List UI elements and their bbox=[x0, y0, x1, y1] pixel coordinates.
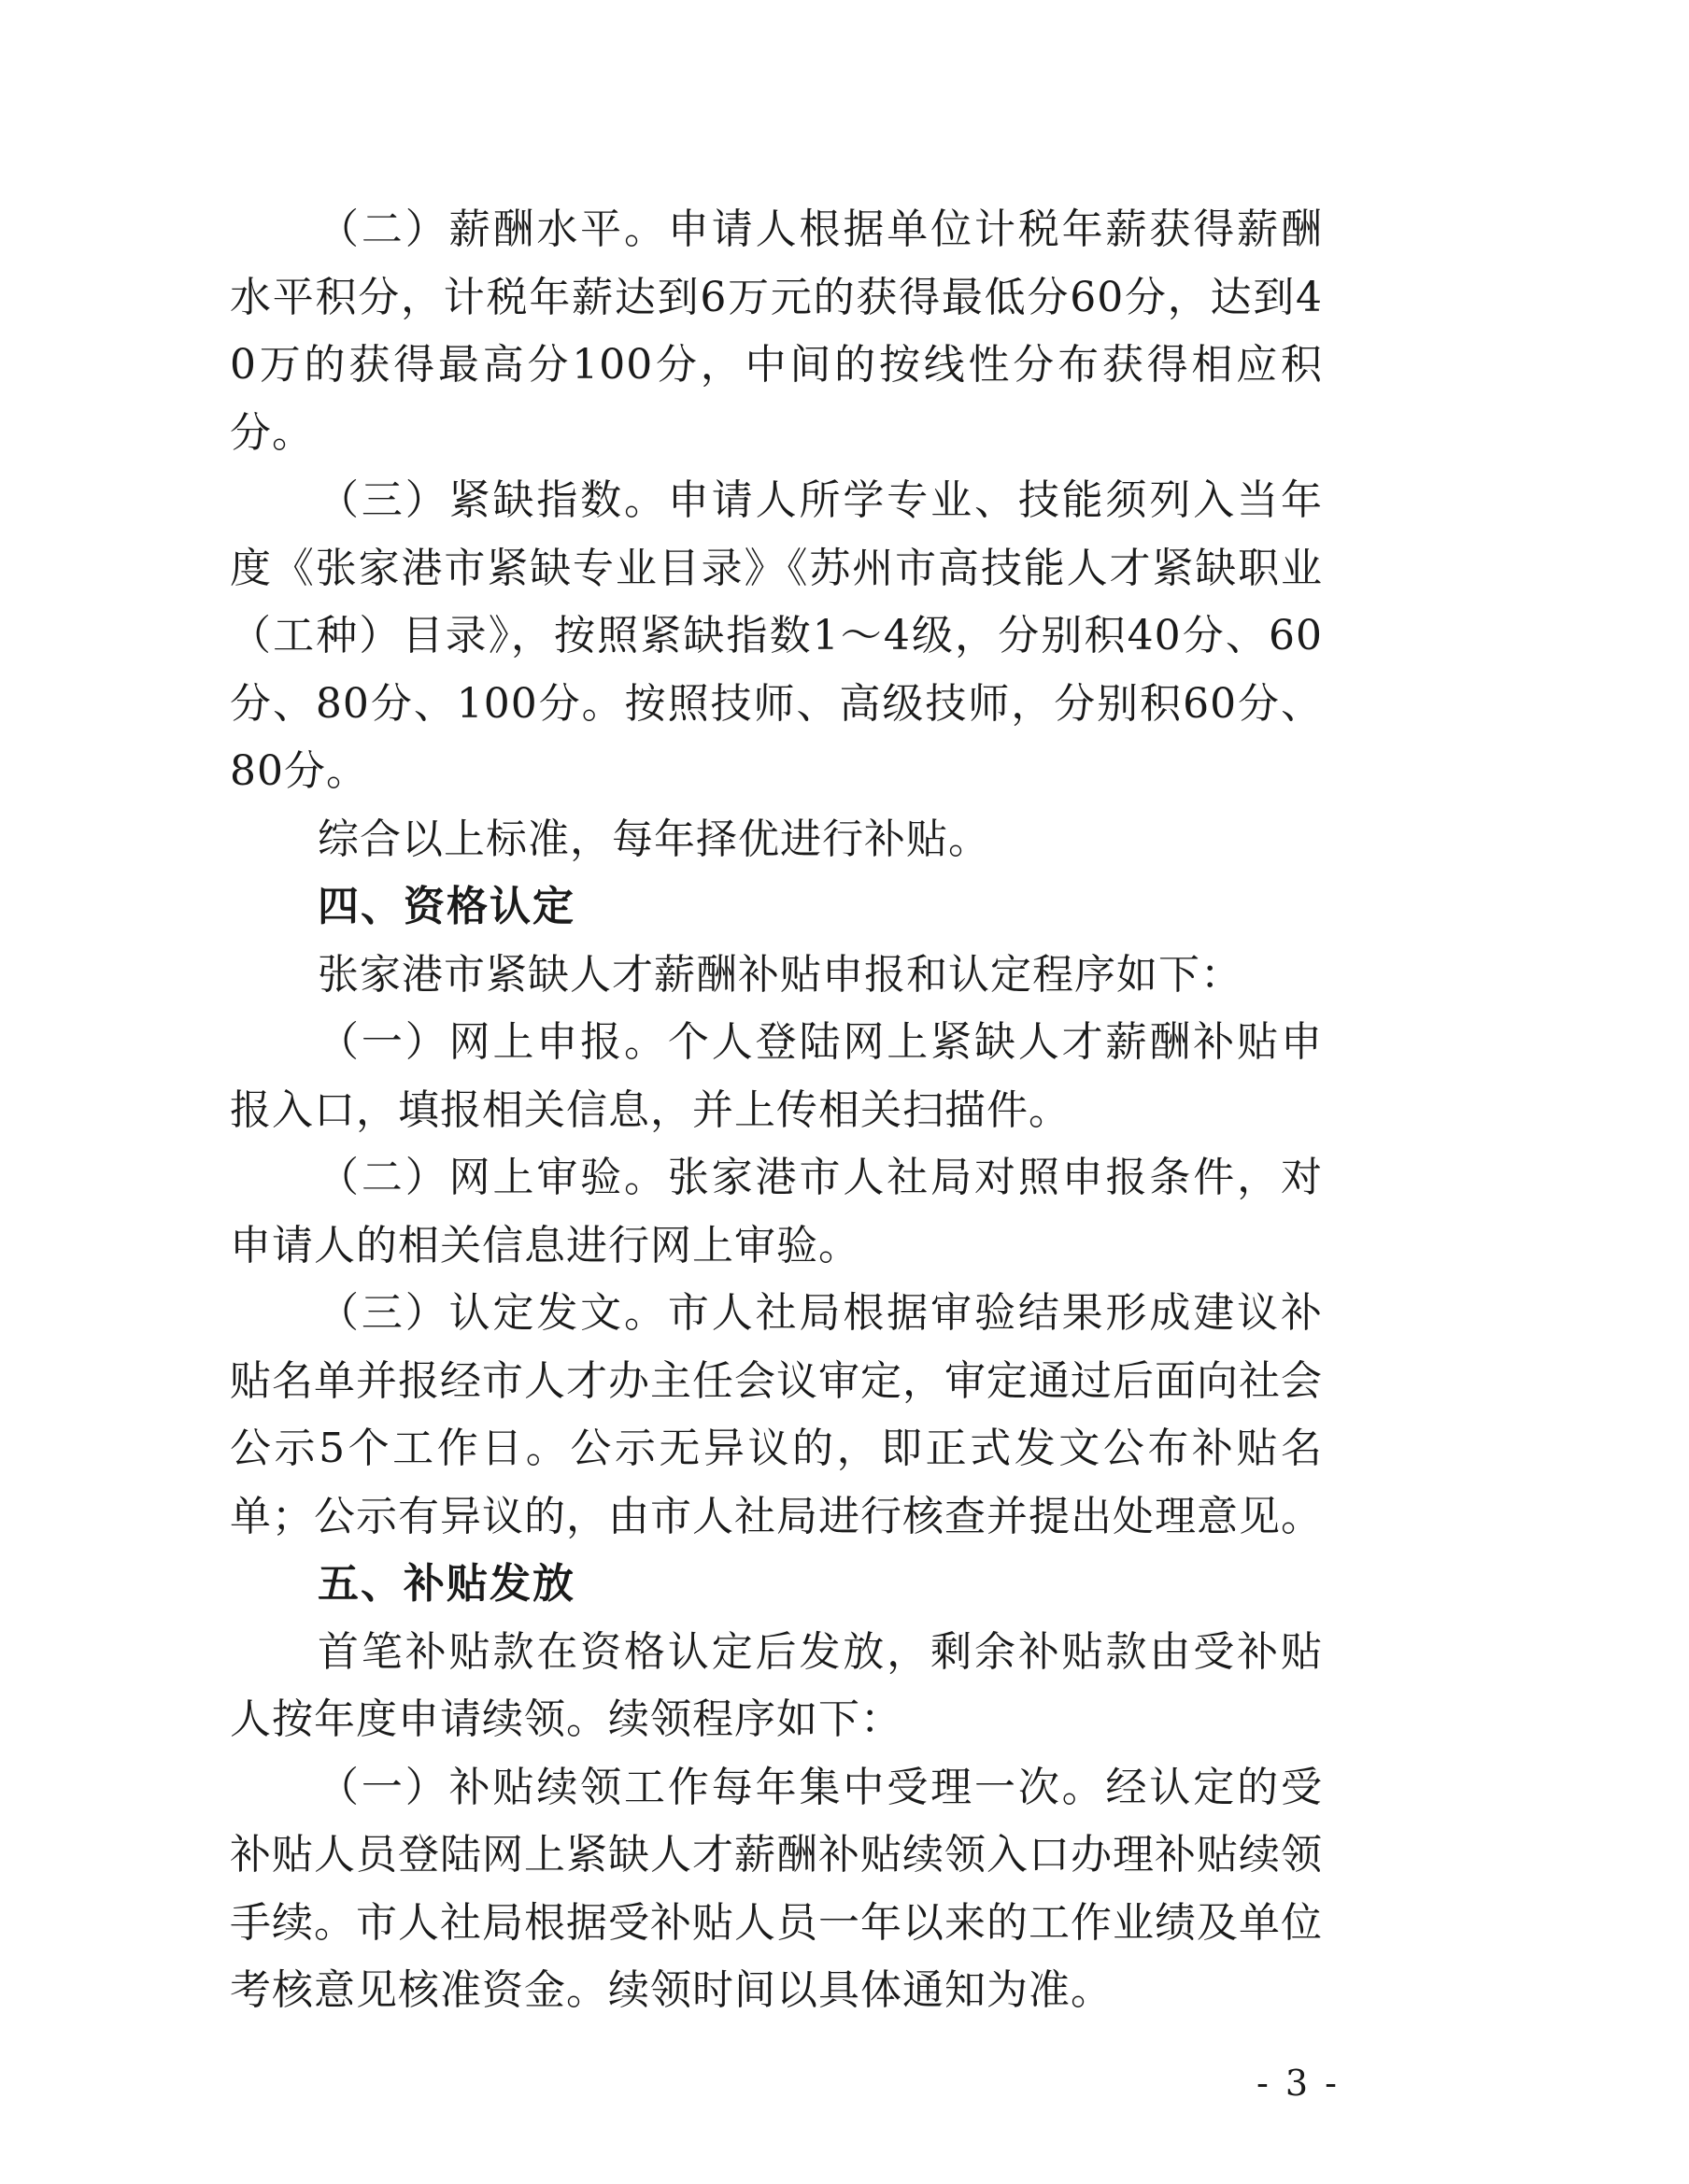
paragraph-online-review: （二）网上审验。张家港市人社局对照申报条件，对申请人的相关信息进行网上审验。 bbox=[230, 1154, 1323, 1269]
paragraph-renewal: （一）补贴续领工作每年集中受理一次。经认定的受补贴人员登陆网上紧缺人才薪酬补贴续领入口办理补贴续领手续。市人社局根据受补贴人员一年以来的工作业绩及单位考核意见核准资金。续领时间以具体通知为准。 bbox=[230, 1763, 1323, 2014]
paragraph-procedure-intro: 张家港市紧缺人才薪酬补贴申报和认定程序如下： bbox=[318, 950, 1242, 999]
section-heading-disbursement: 五、补贴发放 bbox=[318, 1560, 575, 1608]
paragraph-disbursement-intro: 首笔补贴款在资格认定后发放，剩余补贴款由受补贴人按年度申请续领。续领程序如下： bbox=[230, 1627, 1323, 1743]
paragraph-summary: 综合以上标准，每年择优进行补贴。 bbox=[318, 815, 990, 863]
paragraph-online-application: （一）网上申报。个人登陆网上紧缺人才薪酬补贴申报入口，填报相关信息，并上传相关扫描件。 bbox=[230, 1018, 1323, 1134]
paragraph-certification: （三）认定发文。市人社局根据审验结果形成建议补贴名单并报经市人才办主任会议审定，审定通过后面向社会公示5个工作日。公示无异议的，即正式发文公布补贴名单；公示有异议的，由市人社局进行核查并提出处理意见。 bbox=[230, 1289, 1323, 1540]
page-number: - 3 - bbox=[1256, 2063, 1341, 2104]
document-body bbox=[230, 196, 1323, 2025]
section-heading-qualification: 四、资格认定 bbox=[318, 883, 575, 930]
paragraph-salary-level: （二）薪酬水平。申请人根据单位计税年薪获得薪酬水平积分，计税年薪达到6万元的获得最低分60分，达到40万的获得最高分100分，中间的按线性分布获得相应积分。 bbox=[230, 206, 1323, 457]
paragraph-shortage-index: （三）紧缺指数。申请人所学专业、技能须列入当年度《张家港市紧缺专业目录》《苏州市高技能人才紧缺职业（工种）目录》，按照紧缺指数1～4级，分别积40分、60分、80分、100分。按照技师、高级技师，分别积60分、80分。 bbox=[230, 476, 1323, 795]
